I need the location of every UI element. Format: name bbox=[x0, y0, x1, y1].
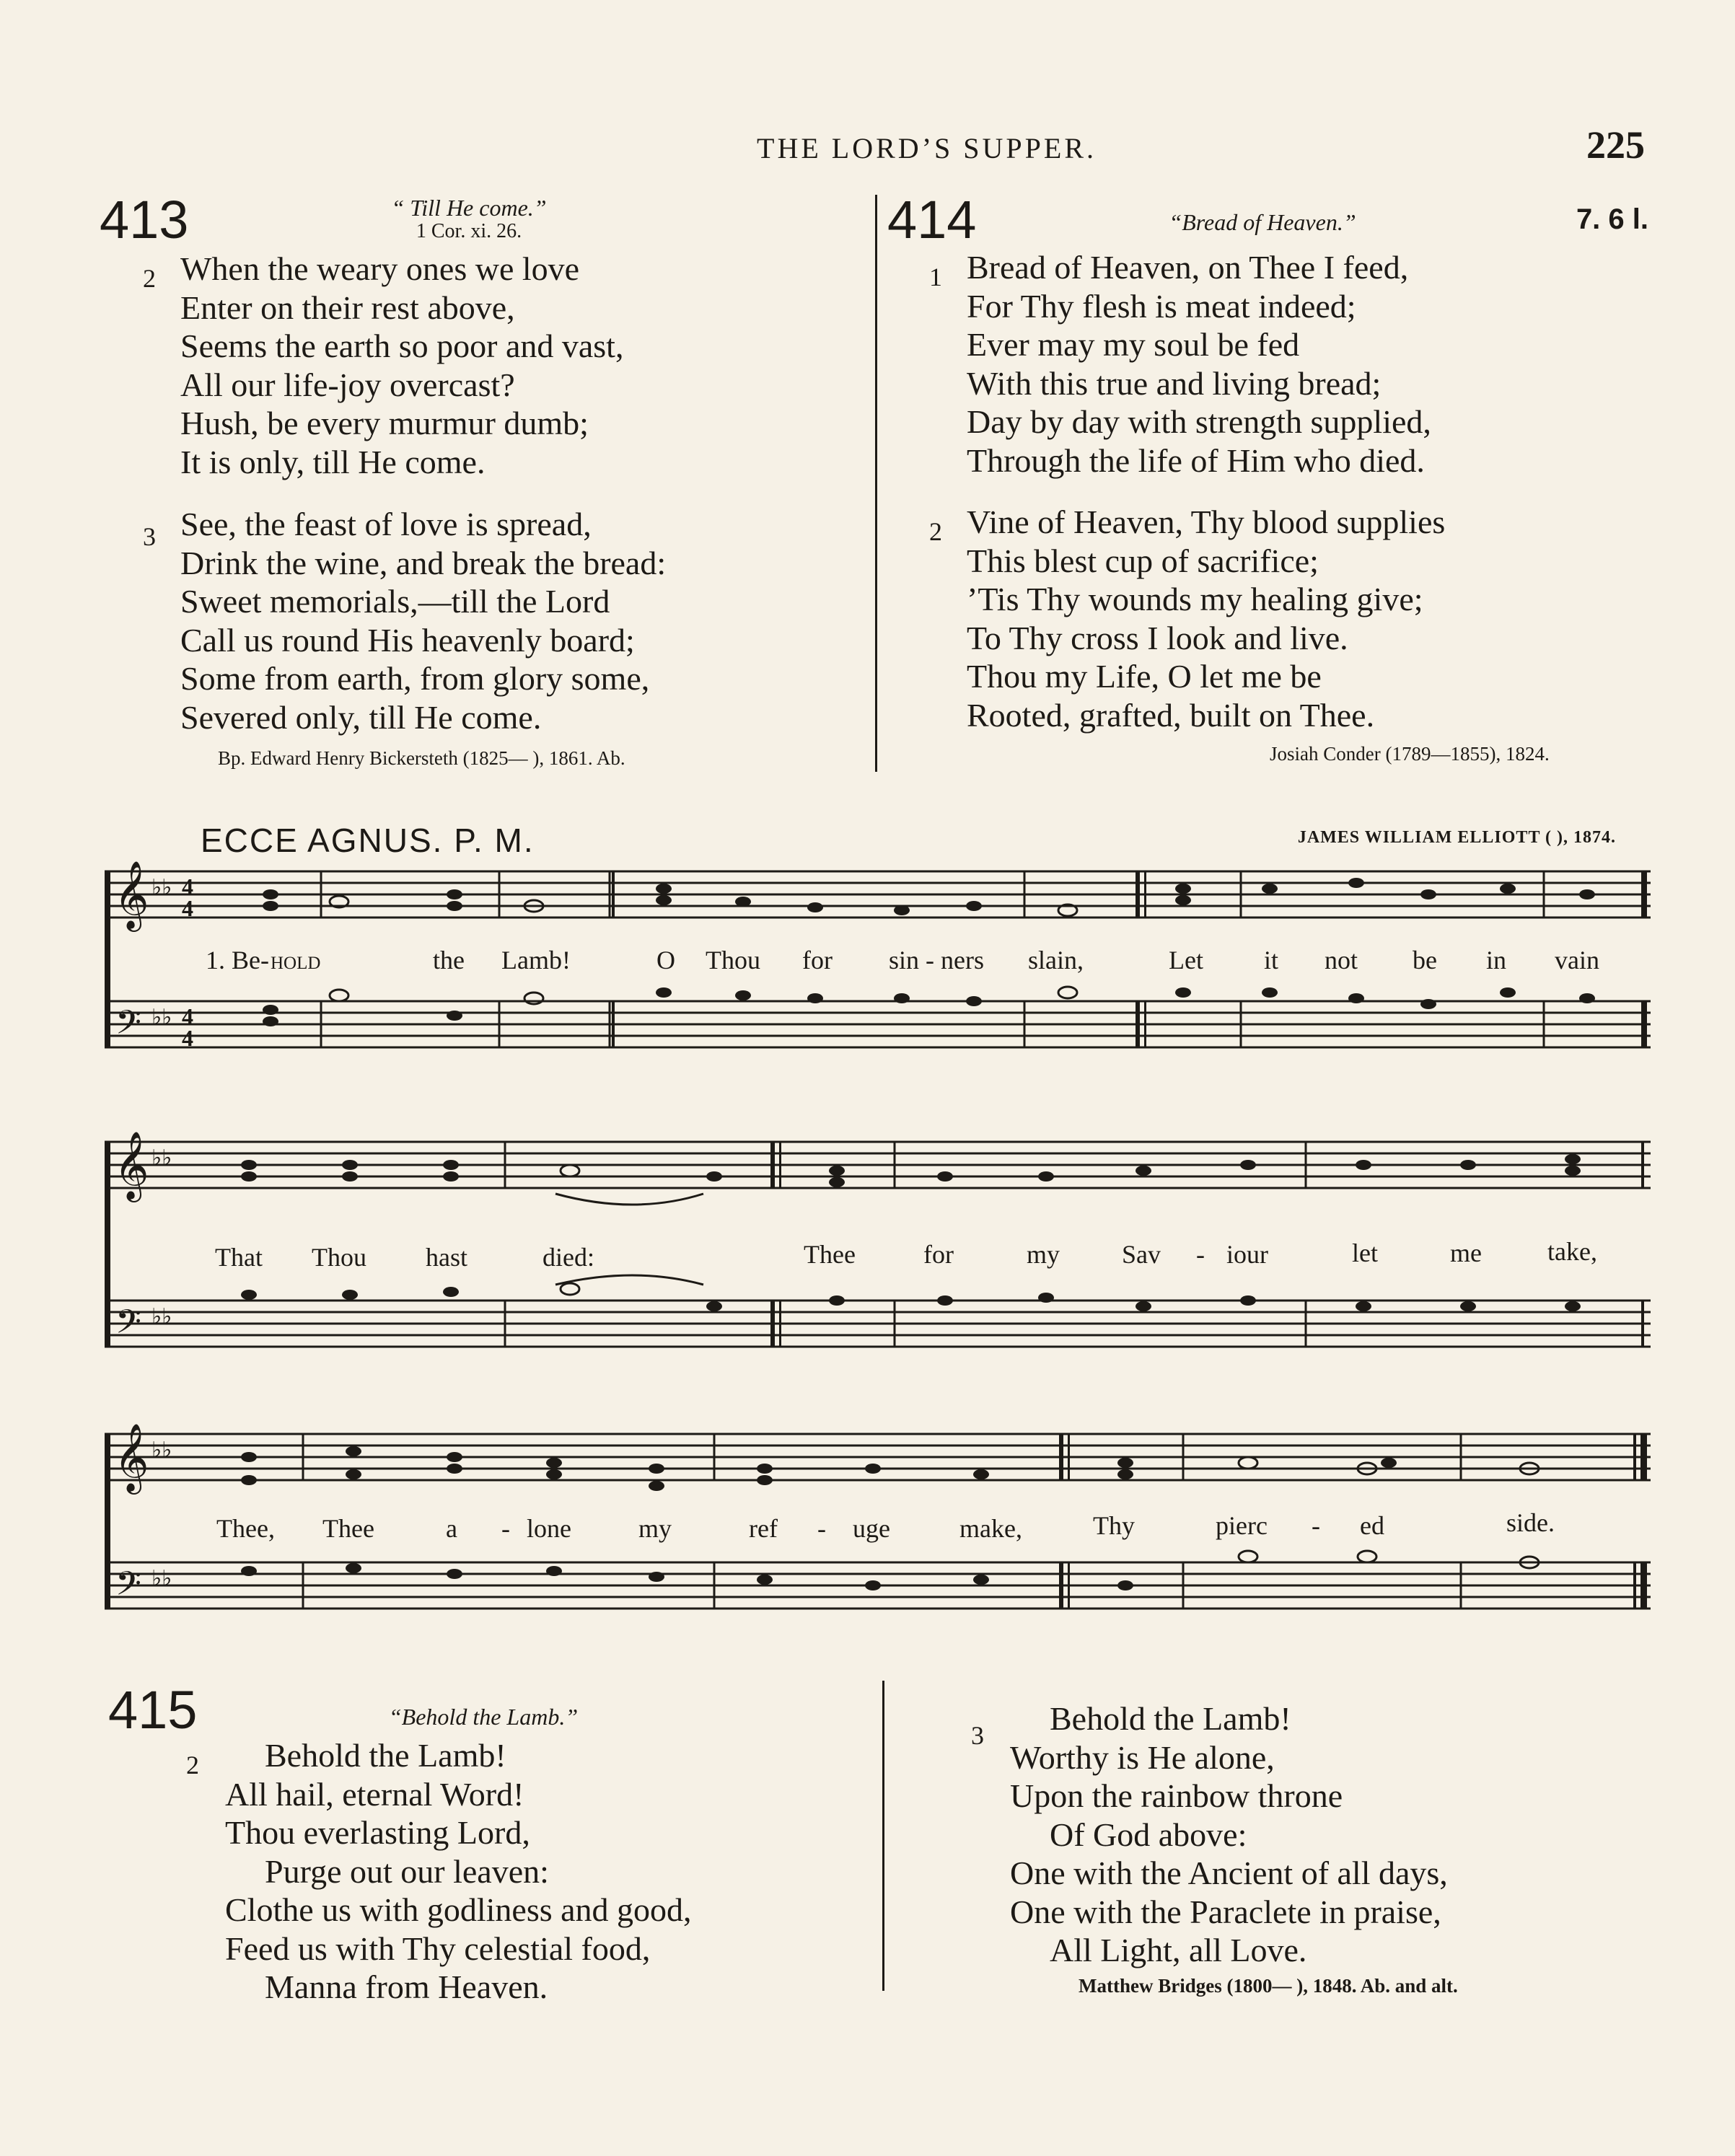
svg-text:4: 4 bbox=[182, 895, 193, 921]
lyric-syllable: slain, bbox=[1028, 946, 1084, 974]
verse-line: See, the feast of love is spread, bbox=[180, 506, 592, 542]
lyric-syllable: me bbox=[1450, 1238, 1482, 1267]
tune-name: ECCE AGNUS. P. M. bbox=[201, 822, 535, 859]
svg-text:4: 4 bbox=[182, 1025, 193, 1051]
lyric-syllable: Thee bbox=[804, 1240, 856, 1269]
svg-text:𝄢: 𝄢 bbox=[115, 1565, 142, 1611]
hymn-414-meter: 7. 6 l. bbox=[1576, 203, 1648, 235]
verse-line: All hail, eternal Word! bbox=[225, 1775, 524, 1813]
verse-line: Enter on their rest above, bbox=[180, 289, 515, 326]
lyric-syllable: take, bbox=[1547, 1237, 1597, 1266]
lyric-syllable: hold bbox=[271, 946, 321, 974]
verse-line: Purge out our leaven: bbox=[265, 1852, 549, 1890]
verse-line: Hush, be every murmur dumb; bbox=[180, 405, 589, 441]
verse-line: Seems the earth so poor and vast, bbox=[180, 327, 624, 364]
lyric-syllable: a bbox=[446, 1514, 457, 1543]
svg-text:𝄞: 𝄞 bbox=[114, 1131, 149, 1200]
verse-line: ’Tis Thy wounds my healing give; bbox=[967, 581, 1423, 617]
hymn-415-verse-2 bbox=[186, 1736, 692, 2007]
svg-text:♭♭: ♭♭ bbox=[151, 1438, 172, 1462]
verse-line: To Thy cross I look and live. bbox=[967, 619, 1348, 656]
lyric-syllable: lone bbox=[527, 1514, 571, 1543]
lyric-syllable: 1. Be- bbox=[206, 946, 269, 974]
lyric-syllable: Lamb! bbox=[501, 946, 571, 974]
running-head: THE LORD’S SUPPER. bbox=[757, 132, 1097, 164]
lyric-syllable: pierc bbox=[1216, 1511, 1268, 1540]
verse-line: Sweet memorials,—till the Lord bbox=[180, 583, 610, 620]
verse-line: Some from earth, from glory some, bbox=[180, 660, 650, 697]
lyric-syllable: my bbox=[1027, 1240, 1060, 1269]
hymn-413-subtitle: “ Till He come.” bbox=[391, 195, 547, 221]
verse-line: Call us round His heavenly board; bbox=[180, 621, 635, 659]
lyric-syllable: it bbox=[1264, 946, 1279, 974]
verse-line: All our life-joy overcast? bbox=[180, 366, 515, 403]
verse-line: When the weary ones we love bbox=[180, 250, 580, 287]
svg-text:♭♭: ♭♭ bbox=[151, 1305, 172, 1329]
lyric-syllable: be bbox=[1413, 946, 1437, 974]
hymn-413-number: 413 bbox=[100, 190, 189, 250]
hymn-414-attribution: Josiah Conder (1789—1855), 1824. bbox=[1270, 743, 1550, 765]
column-divider bbox=[882, 1681, 884, 1991]
lyric-syllable: for bbox=[923, 1240, 954, 1269]
verse-line: It is only, till He come. bbox=[180, 443, 486, 480]
verse-number: 2 bbox=[929, 517, 942, 546]
lyric-syllable: not bbox=[1325, 946, 1358, 974]
svg-text:4: 4 bbox=[182, 874, 193, 899]
lyric-syllable: - bbox=[817, 1514, 826, 1543]
lyric-syllable: Thy bbox=[1093, 1511, 1135, 1540]
svg-text:♭♭: ♭♭ bbox=[151, 1006, 172, 1029]
hymn-415-verse-3 bbox=[971, 1699, 1448, 1970]
hymn-414-number: 414 bbox=[887, 190, 977, 250]
verse-line: Day by day with strength supplied, bbox=[967, 403, 1431, 440]
lyric-syllable: make, bbox=[959, 1514, 1022, 1543]
svg-text:♭♭: ♭♭ bbox=[151, 1146, 172, 1170]
lyric-syllable: uge bbox=[853, 1514, 890, 1543]
lyric-syllable: sin - ners bbox=[889, 946, 984, 974]
verse-line: For Thy flesh is meat indeed; bbox=[967, 287, 1356, 325]
verse-number: 1 bbox=[929, 263, 942, 291]
svg-text:𝄢: 𝄢 bbox=[115, 1003, 142, 1050]
tune-composer: JAMES WILLIAM ELLIOTT ( ), 1874. bbox=[1297, 828, 1616, 847]
svg-text:♭♭: ♭♭ bbox=[151, 876, 172, 899]
lyric-syllable: vain bbox=[1555, 946, 1599, 974]
hymn-414-verse-1 bbox=[929, 248, 1431, 480]
lyric-syllable: hast bbox=[426, 1243, 467, 1272]
hymn-415-subtitle: “Behold the Lamb.” bbox=[388, 1704, 579, 1730]
hymn-413-verse-2 bbox=[143, 250, 624, 481]
hymn-413-attribution: Bp. Edward Henry Bickersteth (1825— ), 1861. Ab. bbox=[218, 747, 625, 769]
lyric-syllable: in bbox=[1486, 946, 1507, 974]
verse-line: Rooted, grafted, built on Thee. bbox=[967, 696, 1375, 734]
verse-line: One with the Paraclete in praise, bbox=[1010, 1893, 1441, 1930]
verse-number: 2 bbox=[186, 1751, 199, 1779]
verse-line: This blest cup of sacrifice; bbox=[967, 542, 1319, 579]
lyric-syllable: - bbox=[1196, 1240, 1205, 1269]
lyric-syllable: my bbox=[638, 1514, 672, 1543]
verse-line: Severed only, till He come. bbox=[180, 698, 542, 736]
lyric-syllable: Let bbox=[1169, 946, 1203, 974]
lyric-syllable: That bbox=[215, 1243, 263, 1272]
verse-line: Behold the Lamb! bbox=[265, 1737, 506, 1774]
verse-number: 3 bbox=[971, 1721, 984, 1750]
verse-line: Of God above: bbox=[1050, 1816, 1247, 1853]
verse-number: 2 bbox=[143, 264, 156, 293]
svg-text:𝄞: 𝄞 bbox=[114, 1423, 149, 1492]
verse-line: All Light, all Love. bbox=[1050, 1932, 1307, 1968]
lyric-syllable: for bbox=[802, 946, 833, 974]
lyric-syllable: O bbox=[656, 946, 675, 974]
verse-line: Vine of Heaven, Thy blood supplies bbox=[967, 503, 1446, 540]
svg-text:4: 4 bbox=[182, 1003, 193, 1029]
lyric-syllable: Thee, bbox=[216, 1514, 275, 1543]
lyric-syllable: the bbox=[433, 946, 465, 974]
verse-line: Clothe us with godliness and good, bbox=[225, 1891, 692, 1928]
hymn-414-subtitle: “Bread of Heaven.” bbox=[1169, 209, 1356, 235]
lyric-syllable: side. bbox=[1506, 1508, 1555, 1537]
hymn-415-number: 415 bbox=[108, 1680, 198, 1740]
svg-text:𝄞: 𝄞 bbox=[114, 861, 149, 929]
verse-line: Behold the Lamb! bbox=[1050, 1700, 1291, 1737]
lyric-syllable: Sav bbox=[1122, 1240, 1161, 1269]
verse-line: Feed us with Thy celestial food, bbox=[225, 1930, 651, 1967]
verse-number: 3 bbox=[143, 522, 156, 551]
verse-line: Thou everlasting Lord, bbox=[225, 1814, 530, 1851]
lyric-syllable: Thou bbox=[312, 1243, 366, 1272]
hymn-413-verse-3 bbox=[143, 505, 667, 736]
column-divider bbox=[875, 195, 877, 772]
page-number: 225 bbox=[1586, 123, 1645, 167]
lyric-syllable: Thou bbox=[706, 946, 760, 974]
verse-line: Through the life of Him who died. bbox=[967, 441, 1425, 479]
verse-line: One with the Ancient of all days, bbox=[1010, 1854, 1448, 1891]
lyric-syllable: iour bbox=[1226, 1240, 1268, 1269]
verse-line: Drink the wine, and break the bread: bbox=[180, 544, 667, 581]
lyric-syllable: - bbox=[501, 1514, 510, 1543]
verse-line: Upon the rainbow throne bbox=[1010, 1777, 1343, 1814]
hymn-415-attribution: Matthew Bridges (1800— ), 1848. Ab. and alt. bbox=[1079, 1975, 1458, 1997]
verse-line: Ever may my soul be fed bbox=[967, 326, 1300, 363]
hymn-414-verse-2 bbox=[929, 503, 1446, 734]
svg-text:♭♭: ♭♭ bbox=[151, 1567, 172, 1590]
verse-line: Bread of Heaven, on Thee I feed, bbox=[967, 249, 1409, 286]
lyric-syllable: died: bbox=[543, 1243, 594, 1272]
lyric-syllable: let bbox=[1352, 1238, 1378, 1267]
verse-line: With this true and living bread; bbox=[967, 364, 1382, 402]
lyric-syllable: - bbox=[1312, 1511, 1320, 1540]
verse-line: Thou my Life, O let me be bbox=[967, 658, 1322, 695]
verse-line: Manna from Heaven. bbox=[265, 1968, 548, 2005]
svg-text:𝄢: 𝄢 bbox=[115, 1303, 142, 1350]
lyric-syllable: Thee bbox=[322, 1514, 374, 1543]
verse-line: Worthy is He alone, bbox=[1010, 1738, 1275, 1776]
lyric-syllable: ed bbox=[1360, 1511, 1384, 1540]
lyric-syllable: ref bbox=[749, 1514, 778, 1543]
hymn-413-reference: 1 Cor. xi. 26. bbox=[416, 220, 522, 242]
